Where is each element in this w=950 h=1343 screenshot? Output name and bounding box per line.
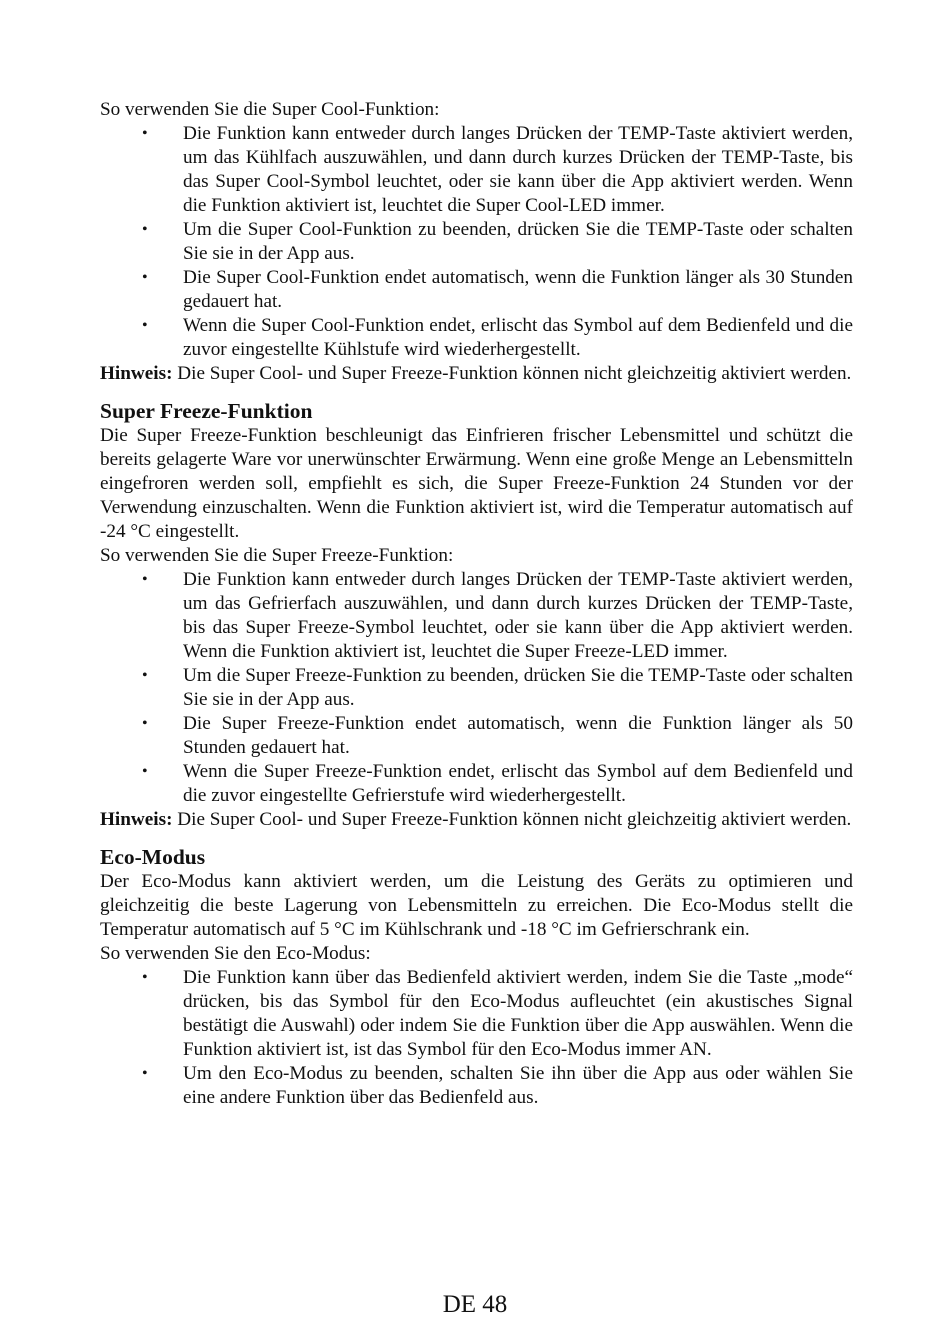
bullet-icon: • <box>142 667 148 684</box>
super-cool-intro: So verwenden Sie die Super Cool-Funktion: <box>100 99 440 120</box>
bullet-icon: • <box>142 969 148 986</box>
list-item <box>100 712 853 760</box>
page-number: DE 48 <box>442 1291 508 1318</box>
list-item-text: Die Super Freeze-Funktion endet automatisch, wenn die Funktion länger als 50 Stunden gedauert hat. <box>183 713 853 758</box>
list-item-text: Die Funktion kann entweder durch langes Drücken der TEMP-Taste aktiviert werden, um das Gefrierfach auszuwählen, und dann durch kurzes Drücken der TEMP-Taste, bis das Super Freeze-Symbol leuchtet, oder sie kann über die App aktiviert werden. Wenn die Funktion aktiviert ist, leuchtet die Super Freeze-LED immer. <box>183 569 853 662</box>
list-item-text: Wenn die Super Freeze-Funktion endet, erlischt das Symbol auf dem Bedienfeld und die zuvor eingestellte Gefrierstufe wird wiederhergestellt. <box>183 761 853 806</box>
list-item <box>100 1062 853 1110</box>
bullet-icon: • <box>142 1065 148 1082</box>
list-item-text: Die Super Cool-Funktion endet automatisch, wenn die Funktion länger als 30 Stunden gedauert hat. <box>183 267 853 312</box>
bullet-icon: • <box>142 571 148 588</box>
list-item <box>100 122 853 218</box>
note-label: Hinweis: <box>100 363 173 384</box>
bullet-icon: • <box>142 125 148 142</box>
list-item-text: Die Funktion kann entweder durch langes Drücken der TEMP-Taste aktiviert werden, um das Kühlfach auszuwählen, und dann durch kurzes Drücken der TEMP-Taste, bis das Super Cool-Symbol leuchtet, oder sie kann über die App aktiviert werden. Wenn die Funktion aktiviert ist, leuchtet die Super Cool-LED immer. <box>183 123 853 216</box>
list-item <box>100 966 853 1062</box>
list-item <box>100 664 853 712</box>
eco-mode-bullet-list <box>100 966 853 1110</box>
eco-mode-intro: So verwenden Sie den Eco-Modus: <box>100 943 371 964</box>
super-freeze-heading: Super Freeze-Funktion <box>100 399 313 423</box>
list-item-text: Die Funktion kann über das Bedienfeld aktiviert werden, indem Sie die Taste „mode“ drücken, bis das Symbol für den Eco-Modus aufleuchtet (ein akustisches Signal bestätigt die Auswahl) oder indem Sie die Funktion über die App auswählen. Wenn die Funktion aktiviert ist, ist das Symbol für den Eco-Modus immer AN. <box>183 967 853 1060</box>
eco-mode-body: Der Eco-Modus kann aktiviert werden, um die Leistung des Geräts zu optimieren und gleichzeitig die beste Lagerung von Lebensmitteln zu erreichen. Die Eco-Modus stellt die Temperatur automatisch auf 5 °C im Kühlschrank und -18 °C im Gefrierschrank ein. <box>100 871 853 940</box>
note-label: Hinweis: <box>100 809 173 830</box>
list-item <box>100 266 853 314</box>
list-item <box>100 568 853 664</box>
super-freeze-body: Die Super Freeze-Funktion beschleunigt das Einfrieren frischer Lebensmittel und schützt die bereits gelagerte Ware vor unerwünschter Erwärmung. Wenn eine große Menge an Lebensmitteln eingefroren werden soll, empfiehlt es sich, die Super Freeze-Funktion 24 Stunden vor der Verwendung einzuschalten. Wenn die Funktion aktiviert ist, wird die Temperatur automatisch auf -24 °C eingestellt. <box>100 425 853 542</box>
super-cool-bullet-list <box>100 122 853 362</box>
list-item <box>100 218 853 266</box>
list-item-text: Wenn die Super Cool-Funktion endet, erlischt das Symbol auf dem Bedienfeld und die zuvor eingestellte Kühlstufe wird wiederhergestellt. <box>183 315 853 360</box>
bullet-icon: • <box>142 763 148 780</box>
super-cool-note <box>100 362 853 386</box>
list-item-text: Um die Super Cool-Funktion zu beenden, drücken Sie die TEMP-Taste oder schalten Sie sie in der App aus. <box>183 219 853 264</box>
list-item-text: Um den Eco-Modus zu beenden, schalten Sie ihn über die App aus oder wählen Sie eine andere Funktion über das Bedienfeld aus. <box>183 1063 853 1108</box>
super-freeze-note <box>100 808 853 832</box>
list-item-text: Um die Super Freeze-Funktion zu beenden, drücken Sie die TEMP-Taste oder schalten Sie sie in der App aus. <box>183 665 853 710</box>
list-item <box>100 314 853 362</box>
bullet-icon: • <box>142 269 148 286</box>
note-text: Die Super Cool- und Super Freeze-Funktion können nicht gleichzeitig aktiviert werden. <box>172 809 852 830</box>
list-item <box>100 760 853 808</box>
bullet-icon: • <box>142 221 148 238</box>
document-page <box>100 98 853 1110</box>
note-text: Die Super Cool- und Super Freeze-Funktion können nicht gleichzeitig aktiviert werden. <box>172 363 852 384</box>
super-freeze-intro: So verwenden Sie die Super Freeze-Funktion: <box>100 545 454 566</box>
super-freeze-bullet-list <box>100 568 853 808</box>
bullet-icon: • <box>142 317 148 334</box>
bullet-icon: • <box>142 715 148 732</box>
eco-mode-heading: Eco-Modus <box>100 845 206 869</box>
